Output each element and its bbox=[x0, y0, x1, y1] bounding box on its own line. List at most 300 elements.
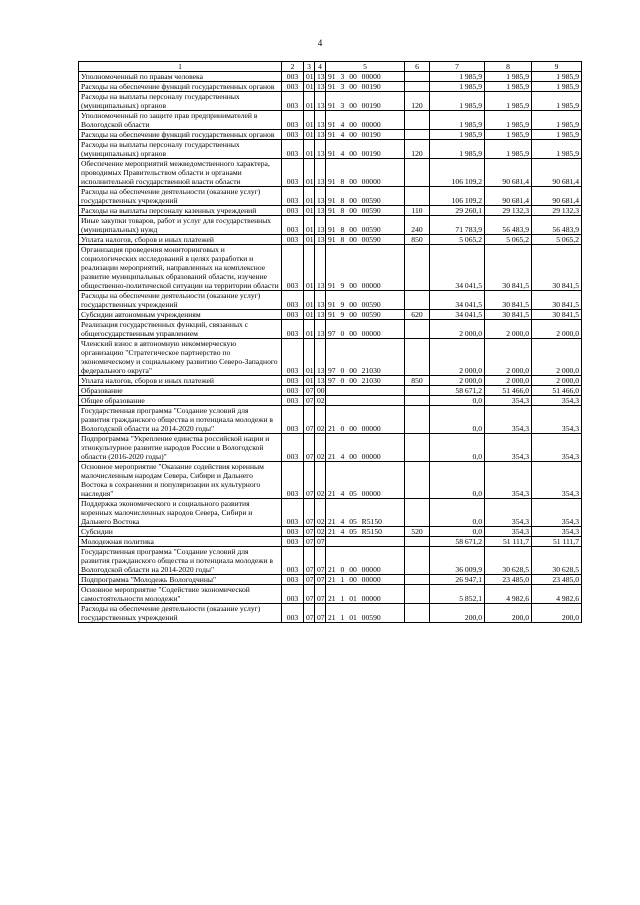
amount-year-1: 1 985,9 bbox=[430, 92, 485, 111]
table-row bbox=[79, 140, 582, 159]
amount-year-2: 4 982,6 bbox=[485, 585, 532, 604]
table-row bbox=[79, 396, 582, 406]
target-article-code: 21 1 01 00000 bbox=[326, 585, 405, 604]
ministry-code: 003 bbox=[282, 434, 304, 462]
amount-year-1: 71 783,9 bbox=[430, 216, 485, 235]
ministry-code: 003 bbox=[282, 310, 304, 320]
ministry-code: 003 bbox=[282, 72, 304, 82]
target-article-code: 91 9 00 00590 bbox=[326, 291, 405, 310]
subsection-code: 02 bbox=[315, 527, 326, 537]
amount-year-3: 1 985,9 bbox=[532, 140, 582, 159]
section-code: 07 bbox=[304, 396, 315, 406]
row-name: Обеспечение мероприятий межведомственного характера, проводимых Правительством области и органами исполнительной государственной власти области bbox=[79, 159, 282, 187]
ministry-code: 003 bbox=[282, 575, 304, 585]
table-row bbox=[79, 585, 582, 604]
expense-type-code bbox=[405, 499, 430, 527]
amount-year-2: 2 000,0 bbox=[485, 320, 532, 339]
subsection-code: 13 bbox=[315, 92, 326, 111]
target-article-code: 91 3 00 00000 bbox=[326, 72, 405, 82]
amount-year-2: 354,3 bbox=[485, 499, 532, 527]
amount-year-2: 30 628,5 bbox=[485, 547, 532, 575]
amount-year-2: 30 841,5 bbox=[485, 245, 532, 291]
amount-year-1: 1 985,9 bbox=[430, 130, 485, 140]
subsection-code: 13 bbox=[315, 245, 326, 291]
ministry-code: 003 bbox=[282, 527, 304, 537]
column-header-1: 1 bbox=[79, 62, 282, 72]
section-code: 01 bbox=[304, 92, 315, 111]
amount-year-3: 23 485,0 bbox=[532, 575, 582, 585]
target-article-code: 91 9 00 00590 bbox=[326, 310, 405, 320]
row-name: Общее образование bbox=[79, 396, 282, 406]
row-name: Расходы на обеспечение деятельности (оказание услуг) государственных учреждений bbox=[79, 604, 282, 623]
amount-year-3: 2 000,0 bbox=[532, 339, 582, 376]
target-article-code: 91 4 00 00000 bbox=[326, 111, 405, 130]
ministry-code: 003 bbox=[282, 339, 304, 376]
subsection-code: 13 bbox=[315, 130, 326, 140]
expense-type-code bbox=[405, 187, 430, 206]
page-number: 4 bbox=[317, 38, 323, 48]
expense-type-code bbox=[405, 537, 430, 547]
amount-year-2: 90 681,4 bbox=[485, 187, 532, 206]
table-row bbox=[79, 376, 582, 386]
target-article-code: 21 1 00 00000 bbox=[326, 575, 405, 585]
subsection-code: 13 bbox=[315, 72, 326, 82]
amount-year-3: 354,3 bbox=[532, 527, 582, 537]
section-code: 07 bbox=[304, 386, 315, 396]
table-row bbox=[79, 130, 582, 140]
section-code: 01 bbox=[304, 130, 315, 140]
amount-year-3: 354,3 bbox=[532, 434, 582, 462]
section-code: 07 bbox=[304, 604, 315, 623]
amount-year-2: 1 985,9 bbox=[485, 111, 532, 130]
target-article-code: 97 0 00 21030 bbox=[326, 339, 405, 376]
expense-type-code bbox=[405, 547, 430, 575]
section-code: 01 bbox=[304, 339, 315, 376]
amount-year-3: 30 841,5 bbox=[532, 291, 582, 310]
expense-type-code bbox=[405, 406, 430, 434]
table-row bbox=[79, 547, 582, 575]
subsection-code: 02 bbox=[315, 499, 326, 527]
amount-year-3: 1 985,9 bbox=[532, 111, 582, 130]
amount-year-1: 26 947,1 bbox=[430, 575, 485, 585]
section-code: 01 bbox=[304, 82, 315, 92]
amount-year-2: 23 485,0 bbox=[485, 575, 532, 585]
expense-type-code bbox=[405, 159, 430, 187]
amount-year-2: 354,3 bbox=[485, 462, 532, 499]
amount-year-2: 51 111,7 bbox=[485, 537, 532, 547]
expense-type-code bbox=[405, 291, 430, 310]
subsection-code: 13 bbox=[315, 310, 326, 320]
target-article-code: 21 0 00 00000 bbox=[326, 547, 405, 575]
amount-year-2: 1 985,9 bbox=[485, 82, 532, 92]
amount-year-3: 2 000,0 bbox=[532, 320, 582, 339]
amount-year-2: 30 841,5 bbox=[485, 291, 532, 310]
ministry-code: 003 bbox=[282, 92, 304, 111]
row-name: Субсидии автономным учреждениям bbox=[79, 310, 282, 320]
amount-year-1: 58 671,2 bbox=[430, 386, 485, 396]
row-name: Организация проведения мониторинговых и социологических исследований в целях разработки и реализации мероприятий, направленных на комплексное развитие муниципальных образований области, изучение общественно-политической ситуации на территории области bbox=[79, 245, 282, 291]
amount-year-2: 5 065,2 bbox=[485, 235, 532, 245]
amount-year-1: 0,0 bbox=[430, 434, 485, 462]
target-article-code bbox=[326, 396, 405, 406]
budget-table bbox=[78, 61, 582, 623]
column-header-5: 5 bbox=[326, 62, 405, 72]
expense-type-code bbox=[405, 320, 430, 339]
target-article-code: 21 1 01 00590 bbox=[326, 604, 405, 623]
amount-year-1: 0,0 bbox=[430, 406, 485, 434]
section-code: 01 bbox=[304, 72, 315, 82]
subsection-code: 13 bbox=[315, 140, 326, 159]
expense-type-code: 120 bbox=[405, 140, 430, 159]
section-code: 07 bbox=[304, 537, 315, 547]
amount-year-1: 34 041,5 bbox=[430, 245, 485, 291]
subsection-code: 13 bbox=[315, 216, 326, 235]
subsection-code: 13 bbox=[315, 339, 326, 376]
subsection-code: 02 bbox=[315, 434, 326, 462]
amount-year-2: 354,3 bbox=[485, 527, 532, 537]
expense-type-code bbox=[405, 339, 430, 376]
expense-type-code bbox=[405, 111, 430, 130]
amount-year-3: 354,3 bbox=[532, 462, 582, 499]
amount-year-3: 1 985,9 bbox=[532, 92, 582, 111]
target-article-code: 91 4 00 00190 bbox=[326, 130, 405, 140]
target-article-code: 97 0 00 00000 bbox=[326, 320, 405, 339]
ministry-code: 003 bbox=[282, 376, 304, 386]
ministry-code: 003 bbox=[282, 537, 304, 547]
target-article-code: 91 8 00 00590 bbox=[326, 235, 405, 245]
row-name: Расходы на обеспечение функций государственных органов bbox=[79, 130, 282, 140]
section-code: 01 bbox=[304, 310, 315, 320]
table-row bbox=[79, 206, 582, 216]
amount-year-1: 0,0 bbox=[430, 462, 485, 499]
amount-year-3: 56 483,9 bbox=[532, 216, 582, 235]
section-code: 01 bbox=[304, 140, 315, 159]
expense-type-code bbox=[405, 386, 430, 396]
row-name: Подпрограмма "Укрепление единства российской нации и этнокультурное развитие народов России в Вологодской области (2016-2020 годы)" bbox=[79, 434, 282, 462]
row-name: Расходы на обеспечение функций государственных органов bbox=[79, 82, 282, 92]
amount-year-3: 354,3 bbox=[532, 396, 582, 406]
subsection-code: 07 bbox=[315, 537, 326, 547]
section-code: 01 bbox=[304, 216, 315, 235]
expense-type-code bbox=[405, 434, 430, 462]
row-name: Государственная программа "Создание условий для развития гражданского общества и потенциала молодежи в Вологодской области на 2014-2020 годы" bbox=[79, 406, 282, 434]
expense-type-code: 120 bbox=[405, 92, 430, 111]
amount-year-3: 30 628,5 bbox=[532, 547, 582, 575]
table-row bbox=[79, 92, 582, 111]
ministry-code: 003 bbox=[282, 406, 304, 434]
amount-year-3: 29 132,3 bbox=[532, 206, 582, 216]
row-name: Расходы на выплаты персоналу государственных (муниципальных) органов bbox=[79, 140, 282, 159]
subsection-code: 13 bbox=[315, 111, 326, 130]
expense-type-code bbox=[405, 396, 430, 406]
ministry-code: 003 bbox=[282, 499, 304, 527]
target-article-code: 91 8 00 00000 bbox=[326, 159, 405, 187]
expense-type-code bbox=[405, 585, 430, 604]
subsection-code: 02 bbox=[315, 396, 326, 406]
ministry-code: 003 bbox=[282, 585, 304, 604]
table-row bbox=[79, 235, 582, 245]
amount-year-3: 200,0 bbox=[532, 604, 582, 623]
table-row bbox=[79, 216, 582, 235]
target-article-code: 91 3 00 00190 bbox=[326, 82, 405, 92]
amount-year-1: 1 985,9 bbox=[430, 111, 485, 130]
table-row bbox=[79, 82, 582, 92]
amount-year-1: 1 985,9 bbox=[430, 140, 485, 159]
ministry-code: 003 bbox=[282, 111, 304, 130]
subsection-code: 13 bbox=[315, 291, 326, 310]
row-name: Молодежная политика bbox=[79, 537, 282, 547]
table-row bbox=[79, 604, 582, 623]
column-header-9: 9 bbox=[532, 62, 582, 72]
ministry-code: 003 bbox=[282, 130, 304, 140]
amount-year-1: 1 985,9 bbox=[430, 82, 485, 92]
section-code: 01 bbox=[304, 291, 315, 310]
amount-year-1: 2 000,0 bbox=[430, 339, 485, 376]
table-row bbox=[79, 406, 582, 434]
amount-year-1: 29 260,1 bbox=[430, 206, 485, 216]
table-row bbox=[79, 320, 582, 339]
amount-year-2: 29 132,3 bbox=[485, 206, 532, 216]
ministry-code: 003 bbox=[282, 604, 304, 623]
row-name: Уполномоченный по правам человека bbox=[79, 72, 282, 82]
column-header-8: 8 bbox=[485, 62, 532, 72]
expense-type-code bbox=[405, 130, 430, 140]
subsection-code: 13 bbox=[315, 159, 326, 187]
amount-year-1: 106 109,2 bbox=[430, 187, 485, 206]
subsection-code: 13 bbox=[315, 376, 326, 386]
target-article-code: 91 8 00 00590 bbox=[326, 216, 405, 235]
amount-year-1: 200,0 bbox=[430, 604, 485, 623]
amount-year-3: 1 985,9 bbox=[532, 82, 582, 92]
amount-year-3: 90 681,4 bbox=[532, 187, 582, 206]
amount-year-3: 354,3 bbox=[532, 406, 582, 434]
ministry-code: 003 bbox=[282, 245, 304, 291]
amount-year-1: 0,0 bbox=[430, 396, 485, 406]
column-header-4: 4 bbox=[315, 62, 326, 72]
section-code: 01 bbox=[304, 235, 315, 245]
table-body bbox=[79, 72, 582, 623]
amount-year-2: 354,3 bbox=[485, 396, 532, 406]
ministry-code: 003 bbox=[282, 235, 304, 245]
subsection-code: 00 bbox=[315, 386, 326, 396]
amount-year-3: 1 985,9 bbox=[532, 130, 582, 140]
table-row bbox=[79, 537, 582, 547]
target-article-code bbox=[326, 537, 405, 547]
subsection-code: 02 bbox=[315, 406, 326, 434]
amount-year-2: 51 466,0 bbox=[485, 386, 532, 396]
subsection-code: 13 bbox=[315, 320, 326, 339]
table-row bbox=[79, 159, 582, 187]
table-row bbox=[79, 72, 582, 82]
row-name: Образование bbox=[79, 386, 282, 396]
ministry-code: 003 bbox=[282, 320, 304, 339]
expense-type-code: 240 bbox=[405, 216, 430, 235]
ministry-code: 003 bbox=[282, 82, 304, 92]
row-name: Расходы на обеспечение деятельности (оказание услуг) государственных учреждений bbox=[79, 187, 282, 206]
amount-year-2: 56 483,9 bbox=[485, 216, 532, 235]
expense-type-code: 850 bbox=[405, 376, 430, 386]
amount-year-2: 90 681,4 bbox=[485, 159, 532, 187]
section-code: 07 bbox=[304, 499, 315, 527]
section-code: 07 bbox=[304, 406, 315, 434]
amount-year-2: 2 000,0 bbox=[485, 376, 532, 386]
row-name: Членский взнос в автономную некоммерческую организацию "Стратегическое партнерство по экономическому и социальному развитию Северо-Западного федерального округа" bbox=[79, 339, 282, 376]
subsection-code: 07 bbox=[315, 575, 326, 585]
ministry-code: 003 bbox=[282, 140, 304, 159]
amount-year-1: 5 852,1 bbox=[430, 585, 485, 604]
amount-year-3: 51 111,7 bbox=[532, 537, 582, 547]
section-code: 01 bbox=[304, 187, 315, 206]
row-name: Государственная программа "Создание условий для развития гражданского общества и потенциала молодежи в Вологодской области на 2014-2020 годы" bbox=[79, 547, 282, 575]
ministry-code: 003 bbox=[282, 386, 304, 396]
ministry-code: 003 bbox=[282, 291, 304, 310]
row-name: Расходы на выплаты персоналу государственных (муниципальных) органов bbox=[79, 92, 282, 111]
table-row bbox=[79, 111, 582, 130]
section-code: 01 bbox=[304, 159, 315, 187]
amount-year-3: 90 681,4 bbox=[532, 159, 582, 187]
amount-year-2: 1 985,9 bbox=[485, 92, 532, 111]
section-code: 07 bbox=[304, 434, 315, 462]
target-article-code: 91 8 00 00590 bbox=[326, 206, 405, 216]
expense-type-code bbox=[405, 575, 430, 585]
expense-type-code: 850 bbox=[405, 235, 430, 245]
target-article-code bbox=[326, 386, 405, 396]
target-article-code: 91 9 00 00000 bbox=[326, 245, 405, 291]
amount-year-3: 5 065,2 bbox=[532, 235, 582, 245]
section-code: 07 bbox=[304, 527, 315, 537]
amount-year-3: 2 000,0 bbox=[532, 376, 582, 386]
section-code: 01 bbox=[304, 111, 315, 130]
table-row bbox=[79, 245, 582, 291]
header-row bbox=[79, 62, 582, 72]
section-code: 07 bbox=[304, 585, 315, 604]
ministry-code: 003 bbox=[282, 216, 304, 235]
row-name: Расходы на выплаты персоналу казенных учреждений bbox=[79, 206, 282, 216]
section-code: 07 bbox=[304, 547, 315, 575]
row-name: Поддержка экономического и социального развития коренных малочисленных народов Севера, Сибири и Дальнего Востока bbox=[79, 499, 282, 527]
expense-type-code: 110 bbox=[405, 206, 430, 216]
row-name: Иные закупки товаров, работ и услуг для государственных (муниципальных) нужд bbox=[79, 216, 282, 235]
row-name: Основное мероприятие "Содействие экономической самостоятельности молодежи" bbox=[79, 585, 282, 604]
expense-type-code bbox=[405, 604, 430, 623]
subsection-code: 02 bbox=[315, 462, 326, 499]
table-row bbox=[79, 499, 582, 527]
ministry-code: 003 bbox=[282, 206, 304, 216]
expense-type-code bbox=[405, 72, 430, 82]
expense-type-code bbox=[405, 82, 430, 92]
amount-year-3: 51 466,0 bbox=[532, 386, 582, 396]
amount-year-1: 34 041,5 bbox=[430, 291, 485, 310]
amount-year-1: 58 671,2 bbox=[430, 537, 485, 547]
target-article-code: 91 3 00 00190 bbox=[326, 92, 405, 111]
amount-year-3: 4 982,6 bbox=[532, 585, 582, 604]
table-row bbox=[79, 187, 582, 206]
row-name: Подпрограмма "Молодежь Вологодчины" bbox=[79, 575, 282, 585]
amount-year-2: 2 000,0 bbox=[485, 339, 532, 376]
ministry-code: 003 bbox=[282, 547, 304, 575]
amount-year-1: 0,0 bbox=[430, 499, 485, 527]
subsection-code: 07 bbox=[315, 604, 326, 623]
expense-type-code: 620 bbox=[405, 310, 430, 320]
amount-year-1: 36 009,9 bbox=[430, 547, 485, 575]
section-code: 01 bbox=[304, 320, 315, 339]
target-article-code: 91 4 00 00190 bbox=[326, 140, 405, 159]
target-article-code: 21 4 00 00000 bbox=[326, 434, 405, 462]
table-row bbox=[79, 527, 582, 537]
section-code: 07 bbox=[304, 575, 315, 585]
ministry-code: 003 bbox=[282, 462, 304, 499]
row-name: Реализация государственных функций, связанных с общегосударственным управлением bbox=[79, 320, 282, 339]
table-row bbox=[79, 386, 582, 396]
amount-year-3: 30 841,5 bbox=[532, 245, 582, 291]
subsection-code: 13 bbox=[315, 206, 326, 216]
expense-type-code bbox=[405, 245, 430, 291]
target-article-code: 91 8 00 00590 bbox=[326, 187, 405, 206]
table-row bbox=[79, 310, 582, 320]
table-row bbox=[79, 462, 582, 499]
target-article-code: 21 4 05 R5150 bbox=[326, 527, 405, 537]
amount-year-2: 1 985,9 bbox=[485, 72, 532, 82]
row-name: Уплата налогов, сборов и иных платежей bbox=[79, 376, 282, 386]
row-name: Уполномоченный по защите прав предпринимателей в Вологодской области bbox=[79, 111, 282, 130]
target-article-code: 21 4 05 00000 bbox=[326, 462, 405, 499]
section-code: 07 bbox=[304, 462, 315, 499]
table-row bbox=[79, 434, 582, 462]
table-row bbox=[79, 291, 582, 310]
column-header-7: 7 bbox=[430, 62, 485, 72]
amount-year-3: 1 985,9 bbox=[532, 72, 582, 82]
subsection-code: 07 bbox=[315, 547, 326, 575]
table-row bbox=[79, 575, 582, 585]
amount-year-2: 30 841,5 bbox=[485, 310, 532, 320]
row-name: Основное мероприятие "Оказание содействия коренным малочисленным народам Севера, Сибири и Дальнего Востока в сохранении и популяризации их культурного наследия" bbox=[79, 462, 282, 499]
section-code: 01 bbox=[304, 206, 315, 216]
column-header-3: 3 bbox=[304, 62, 315, 72]
amount-year-1: 5 065,2 bbox=[430, 235, 485, 245]
amount-year-1: 34 041,5 bbox=[430, 310, 485, 320]
target-article-code: 21 4 05 R5150 bbox=[326, 499, 405, 527]
column-header-2: 2 bbox=[282, 62, 304, 72]
table-row bbox=[79, 339, 582, 376]
amount-year-3: 354,3 bbox=[532, 499, 582, 527]
target-article-code: 21 0 00 00000 bbox=[326, 406, 405, 434]
subsection-code: 13 bbox=[315, 235, 326, 245]
ministry-code: 003 bbox=[282, 396, 304, 406]
target-article-code: 97 0 00 21030 bbox=[326, 376, 405, 386]
amount-year-2: 1 985,9 bbox=[485, 140, 532, 159]
ministry-code: 003 bbox=[282, 187, 304, 206]
subsection-code: 13 bbox=[315, 187, 326, 206]
column-header-6: 6 bbox=[405, 62, 430, 72]
amount-year-2: 200,0 bbox=[485, 604, 532, 623]
row-name: Расходы на обеспечение деятельности (оказание услуг) государственных учреждений bbox=[79, 291, 282, 310]
row-name: Уплата налогов, сборов и иных платежей bbox=[79, 235, 282, 245]
amount-year-1: 2 000,0 bbox=[430, 320, 485, 339]
subsection-code: 13 bbox=[315, 82, 326, 92]
amount-year-2: 1 985,9 bbox=[485, 130, 532, 140]
amount-year-1: 0,0 bbox=[430, 527, 485, 537]
ministry-code: 003 bbox=[282, 159, 304, 187]
subsection-code: 07 bbox=[315, 585, 326, 604]
amount-year-1: 2 000,0 bbox=[430, 376, 485, 386]
amount-year-1: 1 985,9 bbox=[430, 72, 485, 82]
row-name: Субсидии bbox=[79, 527, 282, 537]
amount-year-1: 106 109,2 bbox=[430, 159, 485, 187]
amount-year-3: 30 841,5 bbox=[532, 310, 582, 320]
amount-year-2: 354,3 bbox=[485, 434, 532, 462]
section-code: 01 bbox=[304, 245, 315, 291]
section-code: 01 bbox=[304, 376, 315, 386]
